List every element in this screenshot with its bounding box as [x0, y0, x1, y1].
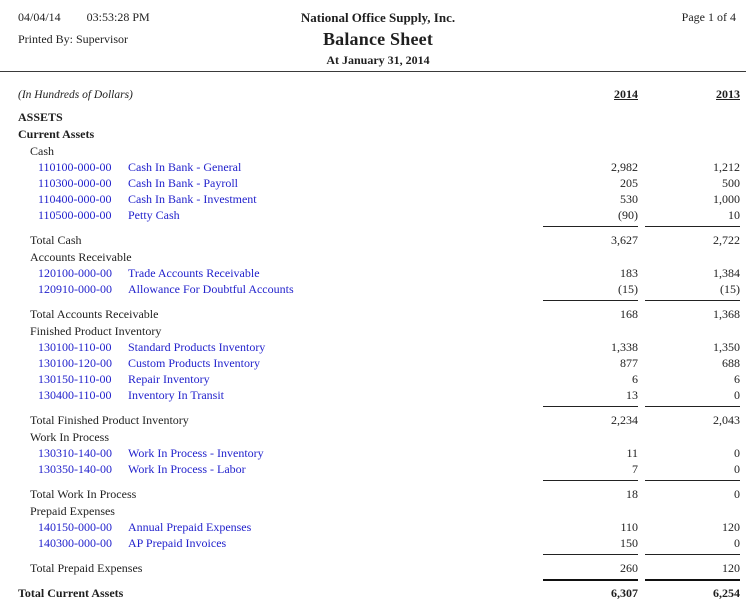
report-time: 03:53:28 PM	[86, 10, 150, 24]
value-2014: 530	[620, 192, 638, 206]
subsection-total-2014: 260	[543, 554, 638, 576]
subsection-total-row	[0, 406, 740, 428]
account-number-link[interactable]: 130350-140-00	[38, 462, 112, 476]
account-number-link[interactable]: 140300-000-00	[38, 536, 112, 550]
account-number-link[interactable]: 110300-000-00	[38, 176, 112, 190]
grand-total-row	[0, 579, 740, 601]
subsection-total-label: Total Prepaid Expenses	[30, 561, 143, 575]
account-cell	[0, 207, 543, 223]
report-date: 04/04/14	[18, 10, 61, 24]
subsection-heading: Cash	[30, 144, 54, 158]
subsection-heading-row	[0, 503, 740, 519]
value-2014: 2,982	[611, 160, 638, 174]
report-body	[0, 86, 746, 601]
value-2013: 500	[722, 176, 740, 190]
subsection-total-label: Total Accounts Receivable	[30, 307, 159, 321]
subsection-heading: Finished Product Inventory	[30, 324, 162, 338]
subsection-heading-row	[0, 323, 740, 339]
subsection-total-row	[0, 480, 740, 502]
subsection-total-2013: 0	[645, 480, 740, 502]
account-cell	[0, 265, 543, 281]
account-description-link[interactable]: Cash In Bank - Investment	[128, 192, 257, 206]
account-number-link[interactable]: 120910-000-00	[38, 282, 112, 296]
value-2014: 183	[620, 266, 638, 280]
value-2013: 6	[734, 372, 740, 386]
company-name: National Office Supply, Inc.	[300, 10, 456, 25]
subsection-heading-row	[0, 249, 740, 265]
table-row	[0, 445, 740, 461]
value-2013: 1,000	[713, 192, 740, 206]
grand-total-2013: 6,254	[645, 579, 740, 601]
account-description-link[interactable]: Work In Process - Labor	[128, 462, 246, 476]
account-cell	[0, 535, 543, 551]
value-2014: 110	[620, 520, 638, 534]
report-title: Balance Sheet	[322, 29, 434, 49]
date-time-line	[18, 10, 301, 25]
header-center	[301, 10, 455, 68]
value-2013: 1,384	[713, 266, 740, 280]
table-row	[0, 159, 740, 175]
assets-heading-row	[0, 109, 740, 125]
value-2014: 877	[620, 356, 638, 370]
value-2013: (15)	[720, 282, 740, 296]
table-row	[0, 175, 740, 191]
account-description-link[interactable]: Standard Products Inventory	[128, 340, 266, 354]
value-2013: 1,212	[713, 160, 740, 174]
column-header-2014: 2014	[614, 87, 638, 101]
account-description-link[interactable]: Custom Products Inventory	[128, 356, 260, 370]
subsection-heading: Accounts Receivable	[30, 250, 132, 264]
value-2013: 0	[734, 536, 740, 550]
subsection-total-2013: 1,368	[645, 300, 740, 322]
subsection-heading: Work In Process	[30, 430, 110, 444]
account-cell	[0, 371, 543, 387]
sections-container	[0, 143, 740, 576]
column-header-row	[0, 86, 740, 104]
subsection-total-row	[0, 554, 740, 576]
subsection-total-label: Total Cash	[30, 233, 82, 247]
account-cell	[0, 387, 543, 403]
account-description-link[interactable]: Trade Accounts Receivable	[128, 266, 260, 280]
account-description-link[interactable]: Inventory In Transit	[128, 388, 224, 402]
table-row	[0, 339, 740, 355]
account-cell	[0, 281, 543, 297]
report-header	[0, 0, 746, 68]
value-2014: 205	[620, 176, 638, 190]
value-2013: 0	[734, 446, 740, 460]
account-description-link[interactable]: Petty Cash	[128, 208, 180, 222]
subsection-total-2013: 2,043	[645, 406, 740, 428]
account-cell	[0, 355, 543, 371]
subsection-total-2014: 18	[543, 480, 638, 502]
value-2013: 0	[734, 388, 740, 402]
value-2013: 10	[728, 208, 740, 222]
account-number-link[interactable]: 120100-000-00	[38, 266, 112, 280]
subsection-total-2014: 3,627	[543, 226, 638, 248]
account-cell	[0, 519, 543, 535]
value-2013: 688	[722, 356, 740, 370]
table-row	[0, 519, 740, 535]
account-cell	[0, 191, 543, 207]
account-number-link[interactable]: 130150-110-00	[38, 372, 112, 386]
account-number-link[interactable]: 130400-110-00	[38, 388, 112, 402]
account-number-link[interactable]: 110500-000-00	[38, 208, 112, 222]
value-2014: 7	[632, 462, 638, 476]
subsection-total-2014: 168	[543, 300, 638, 322]
subsection-total-2013: 2,722	[645, 226, 740, 248]
account-number-link[interactable]: 110100-000-00	[38, 160, 112, 174]
unit-note: (In Hundreds of Dollars)	[18, 89, 133, 101]
account-number-link[interactable]: 140150-000-00	[38, 520, 112, 534]
account-number-link[interactable]: 130100-120-00	[38, 356, 112, 370]
value-2014: 1,338	[611, 340, 638, 354]
subsection-heading: Prepaid Expenses	[30, 504, 115, 518]
account-description-link[interactable]: Annual Prepaid Expenses	[128, 520, 252, 534]
table-row	[0, 207, 740, 223]
subsection-total-label: Total Work In Process	[30, 487, 137, 501]
subsection-heading-row	[0, 143, 740, 159]
account-cell	[0, 159, 543, 175]
current-assets-heading-row	[0, 126, 740, 142]
subsection-total-row	[0, 300, 740, 322]
account-cell	[0, 461, 543, 477]
account-cell	[0, 445, 543, 461]
table-row	[0, 265, 740, 281]
table-row	[0, 461, 740, 477]
value-2014: 13	[626, 388, 638, 402]
value-2013: 1,350	[713, 340, 740, 354]
value-2013: 0	[734, 462, 740, 476]
account-cell	[0, 175, 543, 191]
subsection-total-2013: 120	[645, 554, 740, 576]
table-row	[0, 387, 740, 403]
report-subtitle: At January 31, 2014	[326, 53, 430, 67]
table-row	[0, 191, 740, 207]
account-description-link[interactable]: Work In Process - Inventory	[128, 446, 264, 460]
printed-by: Printed By: Supervisor	[18, 32, 128, 46]
value-2013: 120	[722, 520, 740, 534]
account-description-link[interactable]: AP Prepaid Invoices	[128, 536, 227, 550]
header-rule	[0, 71, 746, 72]
grand-total-2014: 6,307	[543, 579, 638, 601]
grand-total-label: Total Current Assets	[18, 586, 124, 600]
page-indicator: Page 1 of 4	[681, 10, 736, 24]
table-row	[0, 535, 740, 551]
subsection-heading-row	[0, 429, 740, 445]
value-2014: (15)	[618, 282, 638, 296]
value-2014: 6	[632, 372, 638, 386]
assets-heading: ASSETS	[18, 110, 63, 124]
column-header-2013: 2013	[716, 87, 740, 101]
value-2014: 150	[620, 536, 638, 550]
account-number-link[interactable]: 110400-000-00	[38, 192, 112, 206]
account-description-link[interactable]: Cash In Bank - Payroll	[128, 176, 238, 190]
account-number-link[interactable]: 130100-110-00	[38, 340, 112, 354]
table-row	[0, 371, 740, 387]
account-number-link[interactable]: 130310-140-00	[38, 446, 112, 460]
account-description-link[interactable]: Allowance For Doubtful Accounts	[128, 282, 294, 296]
current-assets-heading: Current Assets	[18, 127, 95, 141]
account-description-link[interactable]: Repair Inventory	[128, 372, 210, 386]
table-row	[0, 355, 740, 371]
table-row	[0, 281, 740, 297]
header-left	[18, 10, 301, 68]
account-description-link[interactable]: Cash In Bank - General	[128, 160, 242, 174]
subsection-total-label: Total Finished Product Inventory	[30, 413, 189, 427]
account-cell	[0, 339, 543, 355]
subsection-total-2014: 2,234	[543, 406, 638, 428]
subsection-total-row	[0, 226, 740, 248]
value-2014: 11	[626, 446, 638, 460]
value-2014: (90)	[618, 208, 638, 222]
